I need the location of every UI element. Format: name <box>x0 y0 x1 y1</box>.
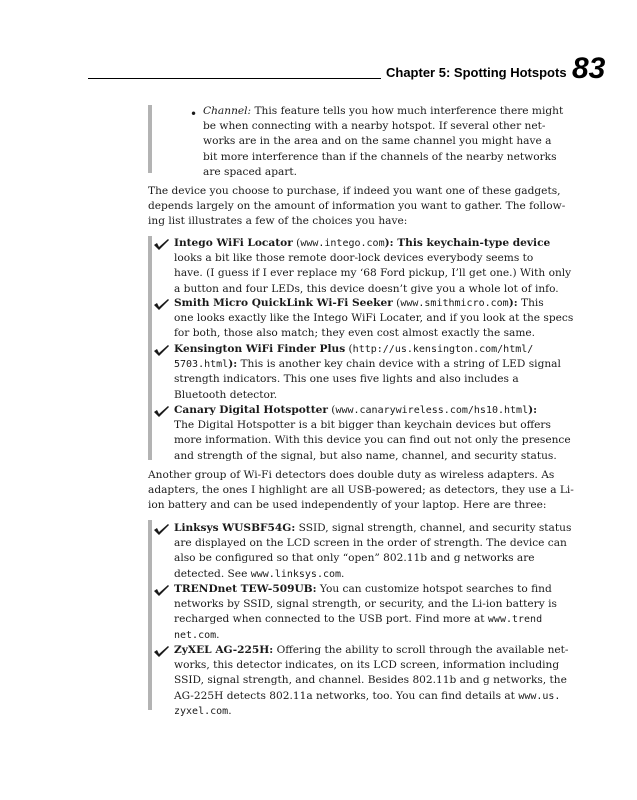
header-rule <box>88 78 381 79</box>
page-number: 83 <box>572 52 606 85</box>
margin-bar <box>148 236 152 460</box>
checkmark-icon <box>153 523 170 536</box>
adapters-paragraph: Another group of Wi-Fi detectors does double duty as wireless adapters. As adapters, the ones I highlight are all USB-powered; as detectors, they use a Li- ion battery and can be used independently of your laptop. Here are three: <box>148 469 574 512</box>
bullet-dot: • <box>190 107 198 121</box>
list-item-intego: Intego WiFi Locator (www.intego.com): This keychain-type device looks a bit like those remote door-lock devices everybody seems to have. (I guess if I ever replace my ‘68 Ford pickup, I’ll get one.) With only a button and four LEDs, this device doesn’t give you a whole lot of info. <box>174 237 572 295</box>
checkmark-icon <box>153 238 170 251</box>
product-url: www.smithmicro.com <box>400 298 509 309</box>
product-url: www.canarywireless.com/hs10.html <box>335 405 529 416</box>
intro-paragraph: The device you choose to purchase, if indeed you want one of these gadgets, depends largely on the amount of information you want to gather. The follow- ing list illustrates a few of the choices you have: <box>148 185 566 228</box>
margin-bar <box>148 105 152 173</box>
checkmark-icon <box>153 584 170 597</box>
list-item-kensington: Kensington WiFi Finder Plus (http://us.kensington.com/html/ 5703.html): This is another key chain device with a string of LED signal strength indicators. This one uses five lights and also includes a Bluetooth detector. <box>174 343 561 401</box>
list-item-linksys: Linksys WUSBF54G: SSID, signal strength, channel, and security status are displayed on the LCD screen in the order of strength. The device can also be configured so that only “open” 802.11b and g networks are detected. See www.linksys.com. <box>174 522 572 580</box>
product-name: TRENDnet TEW-509UB: <box>174 583 317 595</box>
chapter-title: Chapter 5: Spotting Hotspots <box>386 65 567 80</box>
checkmark-icon <box>153 298 170 311</box>
channel-term: Channel: <box>203 105 252 117</box>
list-item-canary: Canary Digital Hotspotter (www.canarywireless.com/hs10.html): The Digital Hotspotter is a bit bigger than keychain devices but offers more information. With this device you can find out not only the presence and strength of the signal, but also name, channel, and security status. <box>174 404 571 462</box>
list-item-trendnet: TRENDnet TEW-509UB: You can customize hotspot searches to find networks by SSID, signal strength, or security, and the Li-ion battery is recharged when connected to the USB port. Find more at www.trend net.com. <box>174 583 557 641</box>
product-name: Intego WiFi Locator <box>174 237 293 249</box>
checkmark-icon <box>153 645 170 658</box>
product-url: www.intego.com <box>300 238 385 249</box>
channel-bullet: Channel: This feature tells you how much interference there might be when connecting with a nearby hotspot. If several other net- works are in the area and on the same channel you might have a bit more interference than if the channels of the nearby networks are spaced apart. <box>203 105 564 178</box>
product-name: Canary Digital Hotspotter <box>174 404 328 416</box>
product-name: ZyXEL AG-225H: <box>174 644 274 656</box>
product-name: Linksys WUSBF54G: <box>174 522 296 534</box>
product-name: Kensington WiFi Finder Plus <box>174 343 346 355</box>
product-url: www.us. <box>518 690 561 702</box>
checkmark-icon <box>153 405 170 418</box>
product-name: Smith Micro QuickLink Wi-Fi Seeker <box>174 297 393 309</box>
product-url: http://us.kensington.com/html/ <box>352 344 534 355</box>
product-url: www.linksys.com <box>250 568 342 580</box>
checkmark-icon <box>153 344 170 357</box>
list-item-smith-micro: Smith Micro QuickLink Wi-Fi Seeker (www.smithmicro.com): This one looks exactly like the Intego WiFi Locater, and if you look at the specs for both, those also match; they even cost almost exactly the same. <box>174 297 574 340</box>
margin-bar <box>148 520 152 710</box>
product-url: www.trend <box>487 614 543 626</box>
list-item-zyxel: ZyXEL AG-225H: Offering the ability to scroll through the available net- works, this detector indicates, on its LCD screen, information including SSID, signal strength, and channel. Besides 802.11b and g networks, the AG-225H detects 802.11a networks, too. You can find details at www.us. zyxel.com. <box>174 644 569 717</box>
